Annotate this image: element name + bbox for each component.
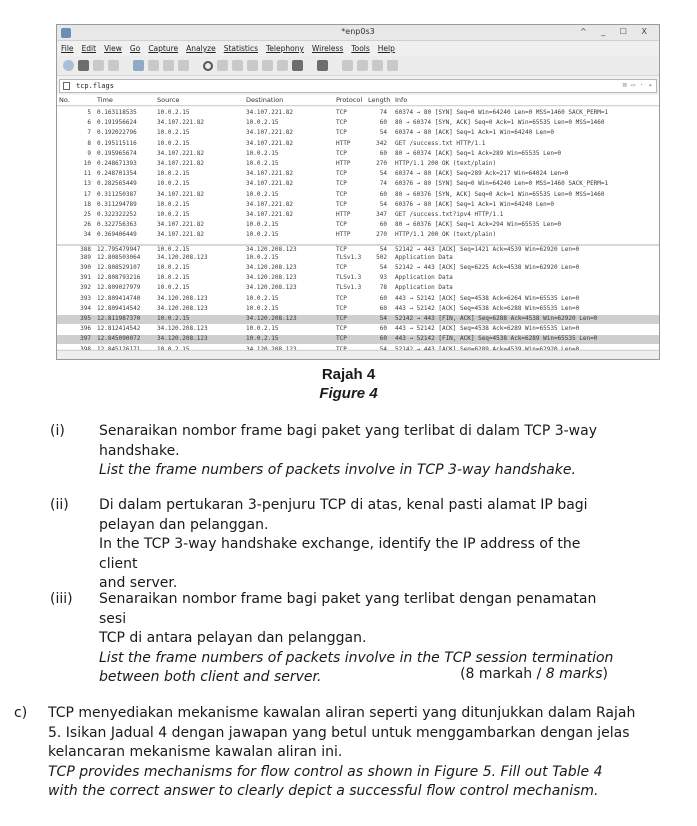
packet-time: 12.811987370 bbox=[97, 315, 141, 322]
packet-info: 80 → 60374 [SYN, ACK] Seq=0 Ack=1 Win=65535 Len=0 MSS=1460 bbox=[395, 119, 605, 127]
packet-proto: HTTP bbox=[336, 139, 351, 147]
first-packet-icon[interactable] bbox=[262, 60, 273, 71]
menu-edit[interactable]: Edit bbox=[81, 44, 97, 53]
packet-src: 10.0.2.15 bbox=[157, 109, 190, 116]
save-file-icon[interactable] bbox=[148, 60, 159, 71]
packet-info: Application Data bbox=[395, 274, 453, 282]
packet-len: 342 bbox=[376, 139, 387, 147]
packet-time: 0.191956624 bbox=[97, 119, 137, 127]
packet-proto: TCP bbox=[336, 180, 347, 188]
packet-time: 0.322756363 bbox=[97, 221, 137, 229]
packet-time: 12.808529107 bbox=[97, 264, 141, 271]
packet-no: 13 bbox=[83, 180, 91, 188]
packet-dst: 34.107.221.82 bbox=[246, 200, 293, 208]
packet-no: 392 bbox=[80, 284, 91, 292]
packet-no: 393 bbox=[80, 294, 91, 302]
packet-info: Application Data bbox=[395, 253, 453, 261]
packet-len: 502 bbox=[376, 253, 387, 261]
autoscroll-icon[interactable] bbox=[292, 60, 303, 71]
figure-caption-english: Figure 4 bbox=[319, 385, 378, 402]
display-filter-bar[interactable] bbox=[59, 79, 657, 93]
packet-time: 0.248701354 bbox=[97, 170, 137, 178]
packet-dst: 10.0.2.15 bbox=[246, 325, 279, 333]
packet-dst: 34.120.208.123 bbox=[246, 274, 297, 282]
packet-src: 10.0.2.15 bbox=[157, 129, 190, 137]
packet-dst: 10.0.2.15 bbox=[246, 119, 279, 127]
packet-time: 0.369406449 bbox=[97, 231, 137, 239]
packet-len: 74 bbox=[379, 180, 387, 188]
packet-time: 12.809414542 bbox=[97, 304, 141, 312]
packet-len: 270 bbox=[376, 231, 387, 239]
packet-no: 10 bbox=[83, 160, 91, 167]
packet-no: 7 bbox=[87, 129, 91, 137]
packet-row[interactable] bbox=[57, 264, 659, 273]
packet-dst: 10.0.2.15 bbox=[246, 231, 279, 239]
packet-time: 12.808503064 bbox=[97, 253, 141, 261]
restart-capture-icon[interactable] bbox=[93, 60, 104, 71]
packet-dst: 10.0.2.15 bbox=[246, 149, 279, 157]
packet-dst: 34.107.221.82 bbox=[246, 180, 293, 188]
packet-proto: TCP bbox=[336, 109, 347, 116]
packet-dst: 10.0.2.15 bbox=[246, 190, 279, 198]
packet-row[interactable] bbox=[57, 274, 659, 283]
packet-len: 54 bbox=[379, 245, 387, 253]
col-time[interactable]: Time bbox=[97, 96, 113, 104]
packet-info: 60374 → 80 [ACK] Seq=1 Ack=1 Win=64240 Len=0 bbox=[395, 129, 554, 137]
packet-info: 80 → 60376 [SYN, ACK] Seq=0 Ack=1 Win=65535 Len=0 MSS=1460 bbox=[395, 190, 605, 198]
packet-proto: TCP bbox=[336, 245, 347, 253]
packet-dst: 34.107.221.82 bbox=[246, 211, 293, 218]
packet-no: 34 bbox=[83, 231, 91, 239]
packet-list[interactable] bbox=[57, 107, 659, 349]
packet-proto: TLSv1.3 bbox=[336, 274, 362, 282]
packet-dst: 34.120.208.123 bbox=[246, 264, 297, 271]
reload-icon[interactable] bbox=[178, 60, 189, 71]
menu-wireless[interactable]: Wireless bbox=[311, 44, 344, 53]
packet-proto: HTTP bbox=[336, 160, 351, 167]
packet-no: 397 bbox=[80, 335, 91, 343]
packet-proto: TCP bbox=[336, 170, 347, 178]
packet-src: 34.107.221.82 bbox=[157, 160, 204, 167]
normal-size-icon[interactable] bbox=[372, 60, 383, 71]
packet-dst: 10.0.2.15 bbox=[246, 221, 279, 229]
packet-src: 34.120.208.123 bbox=[157, 325, 208, 333]
packet-time: 12.809414740 bbox=[97, 294, 141, 302]
packet-info: 60376 → 80 [SYN] Seq=0 Win=64240 Len=0 MSS=1460 SACK_PERM=1 bbox=[395, 180, 609, 188]
packet-no: 5 bbox=[87, 109, 91, 116]
packet-dst: 34.120.208.123 bbox=[246, 284, 297, 292]
packet-src: 34.107.221.82 bbox=[157, 119, 204, 127]
packet-src: 10.0.2.15 bbox=[157, 274, 190, 282]
menu-tools[interactable]: Tools bbox=[351, 44, 370, 53]
packet-row[interactable] bbox=[57, 160, 659, 169]
title-bar bbox=[57, 25, 659, 41]
packet-no: 17 bbox=[83, 190, 91, 198]
go-back-icon[interactable] bbox=[217, 60, 228, 71]
menu-help[interactable]: Help bbox=[377, 44, 395, 53]
menu-analyze[interactable]: Analyze bbox=[186, 44, 216, 53]
packet-proto: TCP bbox=[336, 129, 347, 137]
packet-time: 12.809027979 bbox=[97, 284, 141, 292]
packet-src: 34.107.221.82 bbox=[157, 221, 204, 229]
packet-info: 443 → 52142 [ACK] Seq=4538 Ack=6264 Win=65535 Len=0 bbox=[395, 294, 580, 302]
col-no[interactable]: No. bbox=[59, 96, 70, 104]
packet-row[interactable] bbox=[57, 109, 659, 118]
packet-no: 390 bbox=[80, 264, 91, 271]
packet-src: 10.0.2.15 bbox=[157, 211, 190, 218]
packet-time: 0.163118535 bbox=[97, 109, 137, 116]
packet-info: 443 → 52142 [FIN, ACK] Seq=4538 Ack=6289 Win=65535 Len=0 bbox=[395, 335, 598, 343]
packet-dst: 34.107.221.82 bbox=[246, 139, 293, 147]
packet-src: 34.107.221.82 bbox=[157, 149, 204, 157]
packet-time: 0.311250387 bbox=[97, 190, 137, 198]
question-text: Di dalam pertukaran 3-penjuru TCP di atas, kenal pasti alamat IP bagi pelayan dan pelanggan. In the TCP 3-way handshake exchange, identify the IP address of the client and server. bbox=[99, 497, 588, 591]
packet-row[interactable] bbox=[57, 150, 659, 159]
packet-info: 52142 → 443 [ACK] Seq=1421 Ack=4539 Win=62920 Len=0 bbox=[395, 245, 580, 253]
packet-time: 0.195115116 bbox=[97, 139, 137, 147]
packet-time: 12.808793216 bbox=[97, 274, 141, 282]
packet-len: 270 bbox=[376, 160, 387, 167]
packet-no: 395 bbox=[80, 315, 91, 322]
packet-row[interactable] bbox=[57, 284, 659, 293]
packet-no: 26 bbox=[83, 221, 91, 229]
menu-file[interactable]: File bbox=[61, 44, 74, 53]
packet-time: 0.311294789 bbox=[97, 200, 137, 208]
close-file-icon[interactable] bbox=[163, 60, 174, 71]
packet-proto: TCP bbox=[336, 149, 347, 157]
packet-dst: 34.107.221.82 bbox=[246, 109, 293, 116]
packet-proto: TCP bbox=[336, 264, 347, 271]
packet-len: 74 bbox=[379, 109, 387, 116]
packet-proto: TCP bbox=[336, 221, 347, 229]
menu-statistics[interactable]: Statistics bbox=[223, 44, 258, 53]
col-length[interactable]: Length bbox=[368, 96, 391, 104]
part-c-text: TCP menyediakan mekanisme kawalan aliran seperti yang ditunjukkan dalam Rajah 5. Isikan Jadual 4 dengan jawapan yang betul untuk menggambarkan dengan jelas kelancaran mekanisme kawalan aliran ini. TCP provides mechanisms for flow control as shown in Figure 5. Fill out Table 4 with the correct answer to clearly depict a successful flow control mechanism. bbox=[48, 705, 636, 799]
packet-time: 12.845090072 bbox=[97, 335, 141, 343]
packet-list-header bbox=[57, 95, 659, 106]
col-source[interactable]: Source bbox=[157, 96, 180, 104]
menu-bar bbox=[57, 41, 659, 56]
packet-info: 60376 → 80 [ACK] Seq=1 Ack=1 Win=64240 Len=0 bbox=[395, 200, 554, 208]
packet-row[interactable] bbox=[57, 231, 659, 240]
packet-row[interactable] bbox=[57, 221, 659, 230]
packet-src: 10.0.2.15 bbox=[157, 170, 190, 178]
part-label: c) bbox=[14, 705, 28, 721]
packet-len: 54 bbox=[379, 200, 387, 208]
marks-label: (8 markah / 8 marks) bbox=[460, 666, 608, 682]
packet-time: 0.282565449 bbox=[97, 180, 137, 188]
packet-src: 10.0.2.15 bbox=[157, 284, 190, 292]
window-title: *enp0s3 bbox=[341, 27, 375, 36]
packet-row[interactable] bbox=[57, 325, 659, 334]
colorize-icon[interactable] bbox=[317, 60, 328, 71]
packet-no: 25 bbox=[83, 211, 91, 218]
packet-dst: 34.107.221.82 bbox=[246, 129, 293, 137]
go-to-packet-icon[interactable] bbox=[247, 60, 258, 71]
menu-telephony[interactable]: Telephony bbox=[266, 44, 304, 53]
packet-len: 54 bbox=[379, 170, 387, 178]
packet-len: 60 bbox=[379, 294, 387, 302]
question-number: (ii) bbox=[50, 497, 69, 513]
packet-len: 93 bbox=[379, 274, 387, 282]
menu-go[interactable]: Go bbox=[129, 44, 141, 53]
packet-src: 34.120.208.123 bbox=[157, 304, 208, 312]
last-packet-icon[interactable] bbox=[277, 60, 288, 71]
packet-time: 12.812414542 bbox=[97, 325, 141, 333]
find-packet-icon[interactable] bbox=[203, 61, 213, 71]
packet-no: 389 bbox=[80, 253, 91, 261]
question-number: (i) bbox=[50, 423, 65, 439]
packet-time: 0.192022796 bbox=[97, 129, 137, 137]
packet-len: 78 bbox=[379, 284, 387, 292]
packet-len: 54 bbox=[379, 315, 387, 322]
question-text-malay: Senaraikan nombor frame bagi paket yang terlibat di dalam TCP 3-way handshake. List the frame numbers of packets involve in TCP 3-way handshake. bbox=[99, 423, 597, 478]
packet-len: 60 bbox=[379, 149, 387, 157]
packet-row[interactable] bbox=[57, 244, 659, 253]
packet-src: 34.120.208.123 bbox=[157, 253, 208, 261]
packet-proto: TCP bbox=[336, 335, 347, 343]
packet-info: 60374 → 80 [SYN] Seq=0 Win=64240 Len=0 MSS=1460 SACK_PERM=1 bbox=[395, 109, 609, 116]
packet-row[interactable] bbox=[57, 201, 659, 210]
col-destination[interactable]: Destination bbox=[246, 96, 284, 104]
packet-row[interactable] bbox=[57, 191, 659, 200]
packet-proto: TCP bbox=[336, 304, 347, 312]
packet-len: 60 bbox=[379, 190, 387, 198]
packet-proto: TCP bbox=[336, 325, 347, 333]
packet-src: 10.0.2.15 bbox=[157, 315, 190, 322]
zoom-in-icon[interactable] bbox=[342, 60, 353, 71]
packet-len: 54 bbox=[379, 264, 387, 271]
packet-proto: TLSv1.3 bbox=[336, 253, 362, 261]
packet-info: 60374 → 80 [ACK] Seq=289 Ack=217 Win=64024 Len=0 bbox=[395, 170, 569, 178]
packet-src: 10.0.2.15 bbox=[157, 200, 190, 208]
packet-info: 80 → 60374 [ACK] Seq=1 Ack=289 Win=65535 Len=0 bbox=[395, 149, 562, 157]
packet-time: 0.248671393 bbox=[97, 160, 137, 167]
packet-row[interactable] bbox=[57, 335, 659, 344]
packet-src: 34.120.208.123 bbox=[157, 335, 208, 343]
packet-proto: TLSv1.3 bbox=[336, 284, 362, 292]
stop-capture-icon[interactable] bbox=[78, 60, 89, 71]
packet-row[interactable] bbox=[57, 295, 659, 304]
packet-info: HTTP/1.1 200 OK (text/plain) bbox=[395, 231, 497, 239]
packet-src: 34.107.221.82 bbox=[157, 231, 204, 239]
packet-info: 443 → 52142 [ACK] Seq=4538 Ack=6289 Win=65535 Len=0 bbox=[395, 325, 580, 333]
packet-len: 60 bbox=[379, 119, 387, 127]
question-number: (iii) bbox=[50, 591, 73, 607]
packet-dst: 10.0.2.15 bbox=[246, 253, 279, 261]
packet-no: 8 bbox=[87, 139, 91, 147]
packet-src: 10.0.2.15 bbox=[157, 264, 190, 271]
packet-info: GET /success.txt HTTP/1.1 bbox=[395, 139, 486, 147]
packet-no: 396 bbox=[80, 325, 91, 333]
packet-proto: TCP bbox=[336, 119, 347, 127]
packet-no: 391 bbox=[80, 274, 91, 282]
col-protocol[interactable]: Protocol bbox=[336, 96, 363, 104]
packet-row[interactable] bbox=[57, 211, 659, 220]
packet-time: 12.795479947 bbox=[97, 245, 141, 253]
packet-info: Application Data bbox=[395, 284, 453, 292]
packet-proto: TCP bbox=[336, 190, 347, 198]
packet-row[interactable] bbox=[57, 254, 659, 263]
packet-src: 34.107.221.82 bbox=[157, 190, 204, 198]
main-toolbar bbox=[57, 56, 659, 76]
packet-row[interactable] bbox=[57, 170, 659, 179]
packet-row[interactable] bbox=[57, 315, 659, 324]
packet-dst: 10.0.2.15 bbox=[246, 335, 279, 343]
packet-proto: TCP bbox=[336, 294, 347, 302]
packet-dst: 10.0.2.15 bbox=[246, 160, 279, 167]
packet-info: 80 → 60376 [ACK] Seq=1 Ack=294 Win=65535 Len=0 bbox=[395, 221, 562, 229]
packet-len: 60 bbox=[379, 335, 387, 343]
packet-info: GET /success.txt?ipv4 HTTP/1.1 bbox=[395, 211, 504, 218]
resize-columns-icon[interactable] bbox=[387, 60, 398, 71]
packet-time: 0.195965674 bbox=[97, 149, 137, 157]
packet-dst: 34.120.208.123 bbox=[246, 315, 297, 322]
packet-no: 9 bbox=[87, 149, 91, 157]
packet-row[interactable] bbox=[57, 129, 659, 138]
packet-no: 11 bbox=[83, 170, 91, 178]
packet-proto: HTTP bbox=[336, 231, 351, 239]
packet-len: 54 bbox=[379, 129, 387, 137]
packet-dst: 10.0.2.15 bbox=[246, 294, 279, 302]
packet-info: HTTP/1.1 200 OK (text/plain) bbox=[395, 160, 497, 167]
packet-len: 60 bbox=[379, 325, 387, 333]
packet-proto: TCP bbox=[336, 315, 347, 322]
packet-no: 388 bbox=[80, 245, 91, 253]
packet-no: 6 bbox=[87, 119, 91, 127]
packet-len: 60 bbox=[379, 304, 387, 312]
zoom-out-icon[interactable] bbox=[357, 60, 368, 71]
capture-options-icon[interactable] bbox=[108, 60, 119, 71]
question-text: Senaraikan nombor frame bagi paket yang terlibat dengan penamatan sesi TCP di antara pelayan dan pelanggan. List the frame numbers of packets involve in the TCP session termination between both client and server. bbox=[99, 591, 614, 685]
packet-row[interactable] bbox=[57, 180, 659, 189]
packet-info: 52142 → 443 [FIN, ACK] Seq=6288 Ack=4538 Win=62920 Len=0 bbox=[395, 315, 598, 322]
open-file-icon[interactable] bbox=[133, 60, 144, 71]
packet-len: 347 bbox=[376, 211, 387, 218]
menu-view[interactable]: View bbox=[104, 44, 122, 53]
packet-info: 52142 → 443 [ACK] Seq=6225 Ack=4538 Win=62920 Len=0 bbox=[395, 264, 580, 271]
packet-dst: 34.120.208.123 bbox=[246, 245, 297, 253]
packet-no: 18 bbox=[83, 200, 91, 208]
packet-src: 10.0.2.15 bbox=[157, 245, 190, 253]
packet-src: 10.0.2.15 bbox=[157, 139, 190, 147]
display-filter-input[interactable]: tcp.flags bbox=[76, 82, 114, 90]
packet-row[interactable] bbox=[57, 119, 659, 128]
horizontal-scrollbar[interactable] bbox=[57, 350, 659, 359]
packet-proto: HTTP bbox=[336, 211, 351, 218]
packet-src: 34.120.208.123 bbox=[157, 294, 208, 302]
packet-src: 10.0.2.15 bbox=[157, 180, 190, 188]
packet-info: 443 → 52142 [ACK] Seq=4538 Ack=6288 Win=65535 Len=0 bbox=[395, 304, 580, 312]
bookmark-icon[interactable] bbox=[63, 82, 70, 90]
packet-row[interactable] bbox=[57, 305, 659, 314]
filter-actions[interactable]: ⊠ ▭ · ◂ bbox=[622, 81, 652, 89]
packet-proto: TCP bbox=[336, 200, 347, 208]
packet-len: 60 bbox=[379, 221, 387, 229]
packet-time: 0.322322252 bbox=[97, 211, 137, 218]
packet-dst: 34.107.221.82 bbox=[246, 170, 293, 178]
go-forward-icon[interactable] bbox=[232, 60, 243, 71]
window-controls[interactable]: ^ _ ☐ X bbox=[580, 27, 653, 36]
figure-caption-malay: Rajah 4 bbox=[321, 366, 376, 383]
packet-dst: 10.0.2.15 bbox=[246, 304, 279, 312]
packet-row[interactable] bbox=[57, 140, 659, 149]
packet-no: 394 bbox=[80, 304, 91, 312]
start-capture-icon[interactable] bbox=[63, 60, 74, 71]
wireshark-window bbox=[56, 24, 660, 360]
col-info[interactable]: Info bbox=[395, 96, 408, 104]
menu-capture[interactable]: Capture bbox=[148, 44, 179, 53]
